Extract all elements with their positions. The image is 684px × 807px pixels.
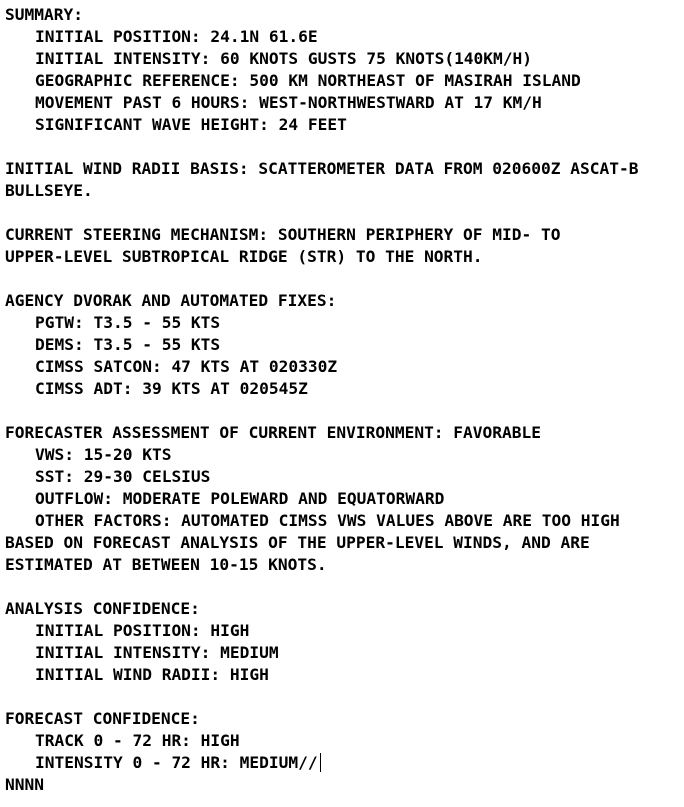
analysis-confidence-position: INITIAL POSITION: HIGH — [35, 621, 250, 640]
summary-heading: SUMMARY: — [5, 5, 83, 24]
fix-pgtw: PGTW: T3.5 - 55 KTS — [35, 313, 221, 332]
environment-vws: VWS: 15-20 KTS — [35, 445, 172, 464]
steering-line-1: CURRENT STEERING MECHANISM: SOUTHERN PERIPHERY OF MID- TO — [5, 225, 561, 244]
initial-position-line: INITIAL POSITION: 24.1N 61.6E — [35, 27, 318, 46]
environment-other-factors-2: BASED ON FORECAST ANALYSIS OF THE UPPER-LEVEL WINDS, AND ARE — [5, 533, 590, 552]
blank-line — [5, 576, 684, 598]
forecast-confidence-track: TRACK 0 - 72 HR: HIGH — [35, 731, 240, 750]
analysis-confidence-heading: ANALYSIS CONFIDENCE: — [5, 599, 200, 618]
text-cursor — [320, 753, 321, 772]
forecast-confidence-heading: FORECAST CONFIDENCE: — [5, 709, 200, 728]
blank-line — [5, 268, 684, 290]
blank-line — [5, 202, 684, 224]
environment-heading: FORECASTER ASSESSMENT OF CURRENT ENVIRONMENT: FAVORABLE — [5, 423, 542, 442]
environment-other-factors-3: ESTIMATED AT BETWEEN 10-15 KNOTS. — [5, 555, 327, 574]
wind-radii-line-1: INITIAL WIND RADII BASIS: SCATTEROMETER DATA FROM 020600Z ASCAT-B — [5, 159, 639, 178]
wind-radii-line-2: BULLSEYE. — [5, 181, 93, 200]
movement-line: MOVEMENT PAST 6 HOURS: WEST-NORTHWESTWARD AT 17 KM/H — [35, 93, 542, 112]
steering-line-2: UPPER-LEVEL SUBTROPICAL RIDGE (STR) TO THE NORTH. — [5, 247, 483, 266]
fix-cimss-adt: CIMSS ADT: 39 KTS AT 020545Z — [35, 379, 308, 398]
environment-outflow: OUTFLOW: MODERATE POLEWARD AND EQUATORWARD — [35, 489, 445, 508]
geographic-reference-line: GEOGRAPHIC REFERENCE: 500 KM NORTHEAST OF MASIRAH ISLAND — [35, 71, 581, 90]
fix-dems: DEMS: T3.5 - 55 KTS — [35, 335, 221, 354]
environment-sst: SST: 29-30 CELSIUS — [35, 467, 211, 486]
blank-line — [5, 686, 684, 708]
fixes-heading: AGENCY DVORAK AND AUTOMATED FIXES: — [5, 291, 337, 310]
analysis-confidence-wind-radii: INITIAL WIND RADII: HIGH — [35, 665, 269, 684]
fix-cimss-satcon: CIMSS SATCON: 47 KTS AT 020330Z — [35, 357, 338, 376]
forecast-confidence-intensity-row — [5, 752, 684, 774]
initial-intensity-line: INITIAL INTENSITY: 60 KNOTS GUSTS 75 KNOTS(140KM/H) — [35, 49, 533, 68]
blank-line — [5, 400, 684, 422]
environment-other-factors: OTHER FACTORS: AUTOMATED CIMSS VWS VALUES ABOVE ARE TOO HIGH — [35, 511, 620, 530]
end-marker: NNNN — [5, 775, 44, 794]
wave-height-line: SIGNIFICANT WAVE HEIGHT: 24 FEET — [35, 115, 347, 134]
analysis-confidence-intensity: INITIAL INTENSITY: MEDIUM — [35, 643, 279, 662]
forecast-confidence-intensity: INTENSITY 0 - 72 HR: MEDIUM// — [35, 753, 318, 772]
blank-line — [5, 136, 684, 158]
